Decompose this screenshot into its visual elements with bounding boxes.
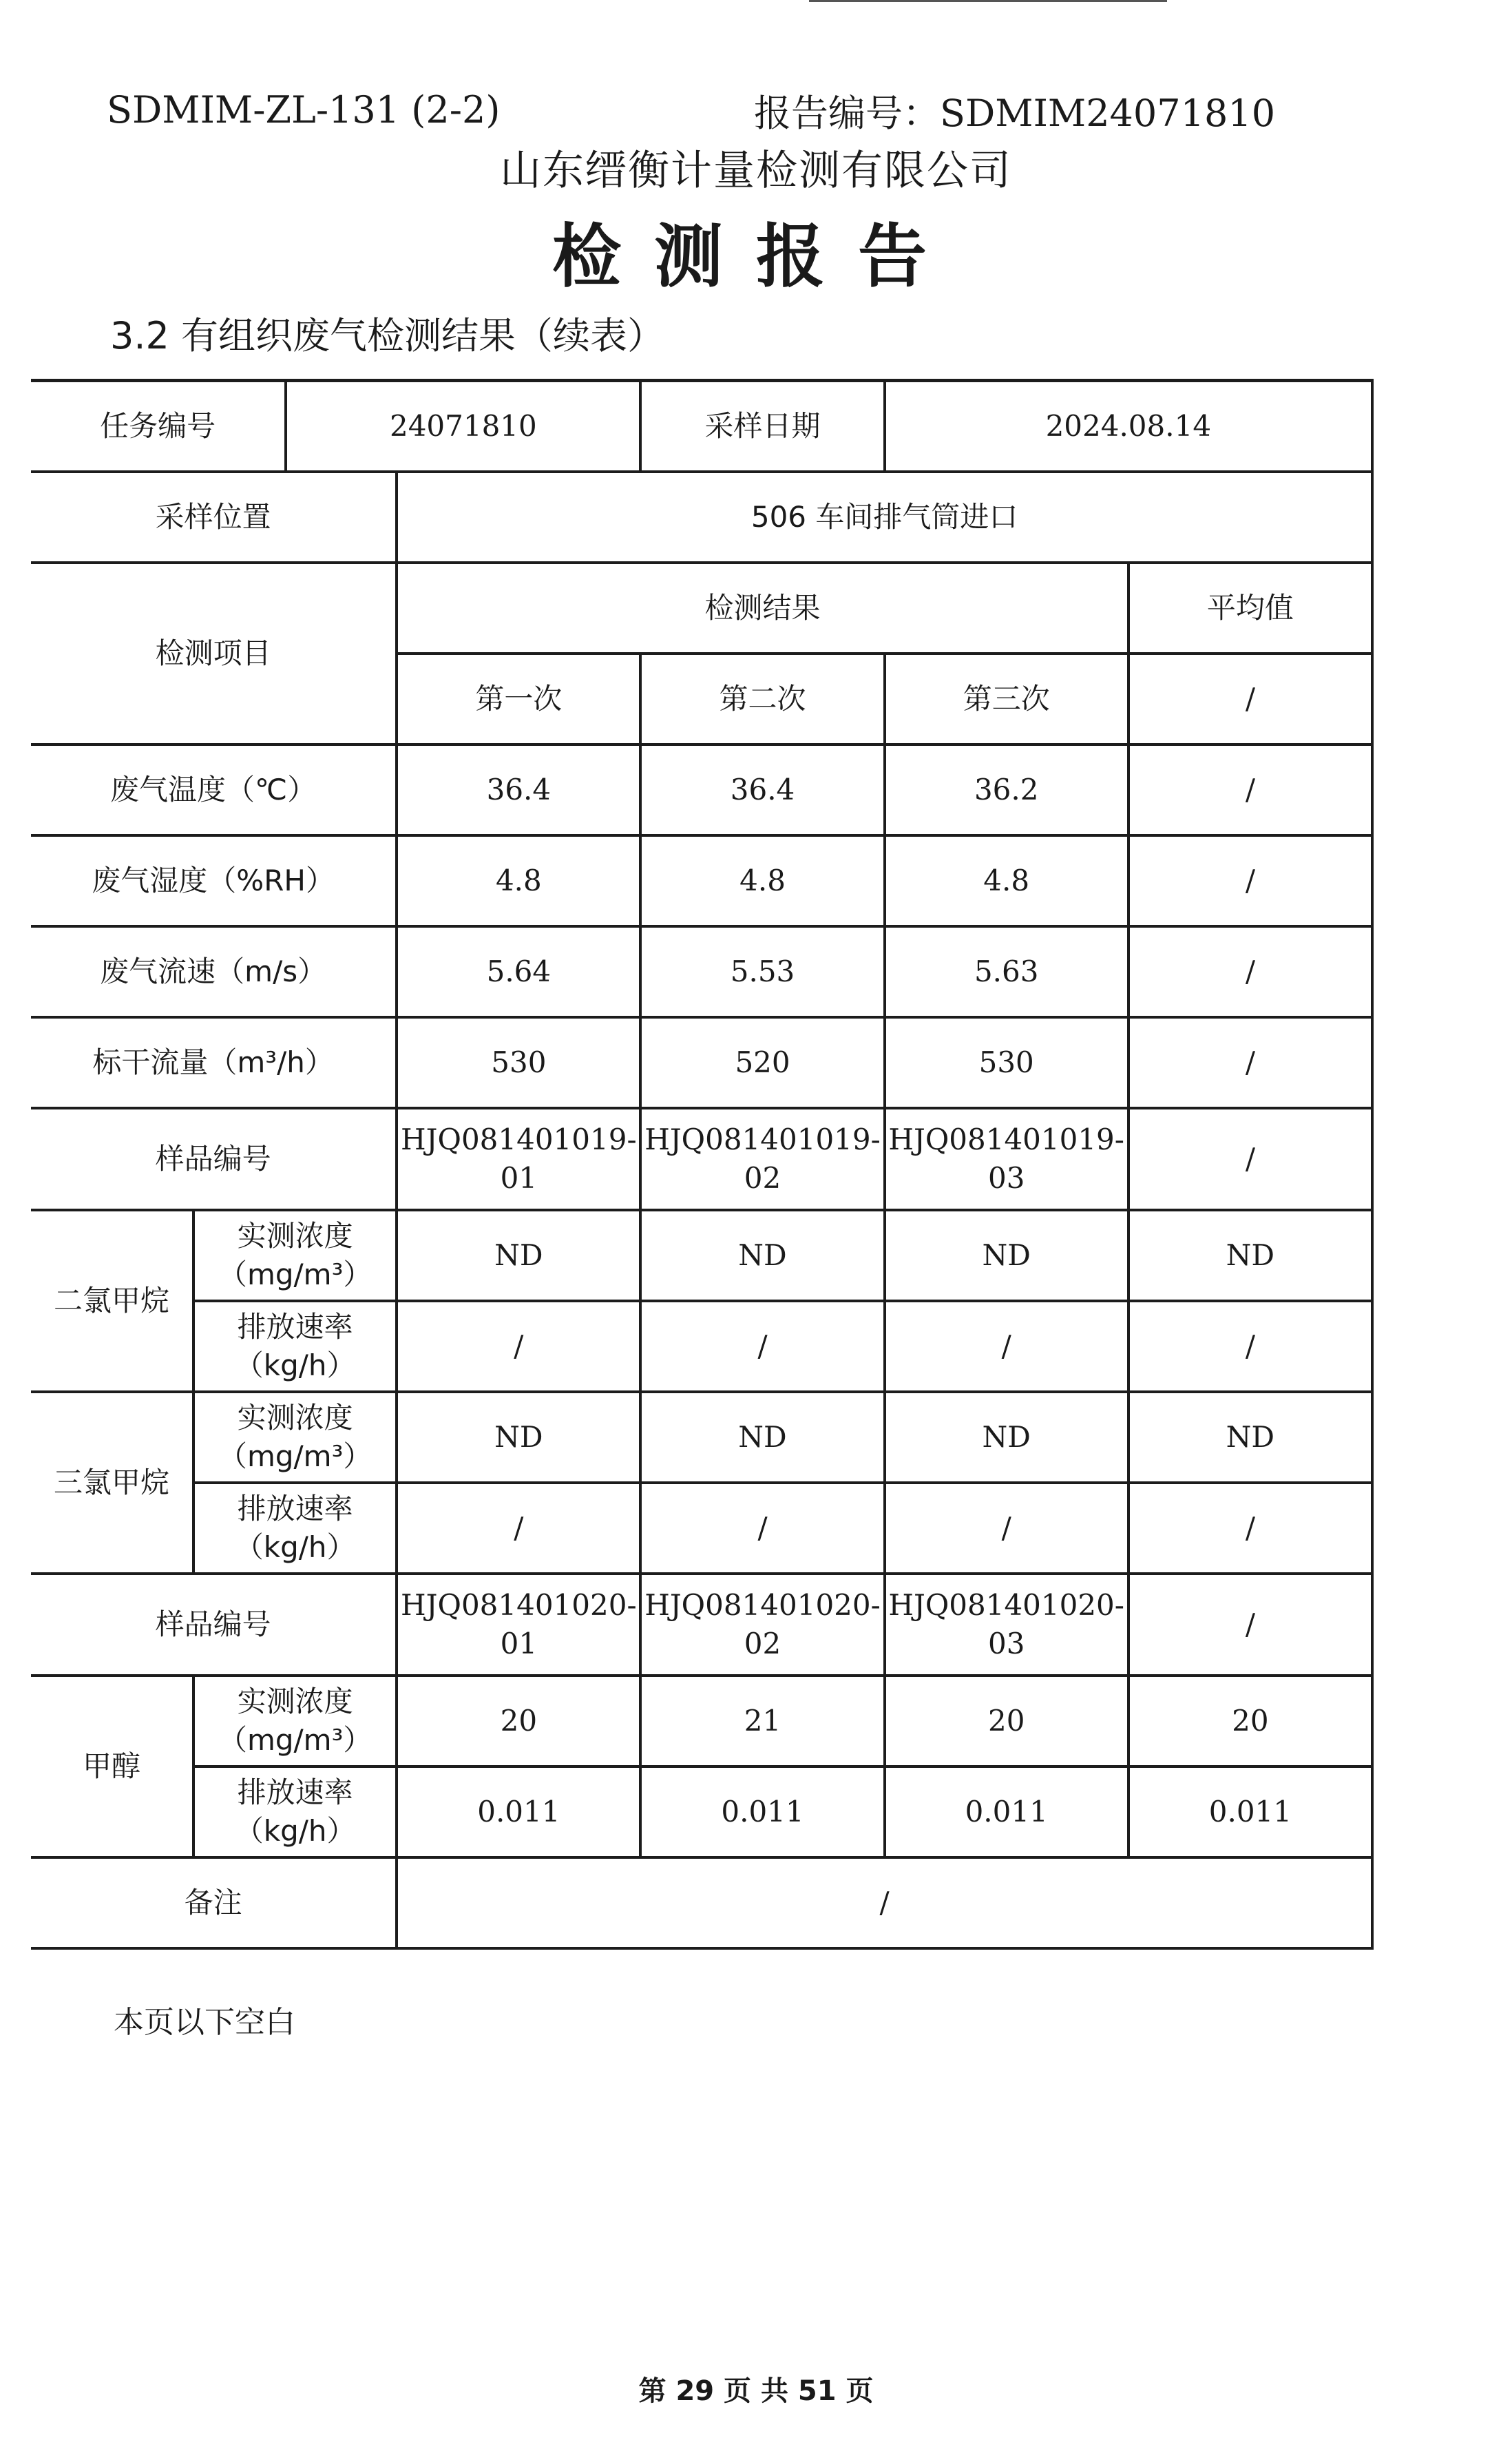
table-cell: 5.63 bbox=[885, 926, 1128, 1017]
section-heading: 3.2 有组织废气检测结果（续表） bbox=[110, 314, 665, 357]
average-run-cell: / bbox=[1128, 654, 1372, 744]
result-header-row bbox=[31, 563, 1372, 654]
sample-date-value: 2024.08.14 bbox=[885, 381, 1372, 472]
task-no-label: 任务编号 bbox=[31, 381, 286, 472]
table-cell: / bbox=[1128, 835, 1372, 926]
table-cell: 4.8 bbox=[640, 835, 884, 926]
table-cell: 20 bbox=[885, 1676, 1128, 1766]
sample-date-label: 采样日期 bbox=[640, 381, 884, 472]
page-footer: 第 29 页 共 51 页 bbox=[638, 2375, 874, 2407]
row-label: 标干流量（m³/h） bbox=[31, 1017, 397, 1108]
row-label: 废气湿度（%RH） bbox=[31, 835, 397, 926]
sample-number: HJQ081401019-01 bbox=[397, 1108, 640, 1210]
item-label: 检测项目 bbox=[31, 563, 397, 744]
table-cell: ND bbox=[885, 1210, 1128, 1301]
table-cell: 20 bbox=[1128, 1676, 1372, 1766]
table-cell: / bbox=[1128, 744, 1372, 835]
table-cell: ND bbox=[1128, 1392, 1372, 1483]
table-cell: 0.011 bbox=[397, 1766, 640, 1857]
compound-conc-row bbox=[31, 1676, 1372, 1766]
report-number: 报告编号：SDMIM24071810 bbox=[754, 92, 1276, 135]
rate-label: 排放速率（kg/h） bbox=[193, 1301, 397, 1392]
table-cell: 36.4 bbox=[397, 744, 640, 835]
table-cell: ND bbox=[640, 1392, 884, 1483]
document-code: SDMIM-ZL-131 (2-2) bbox=[107, 88, 501, 132]
table-cell: 36.4 bbox=[640, 744, 884, 835]
table-row bbox=[31, 835, 1372, 926]
result-label: 检测结果 bbox=[397, 563, 1128, 654]
row-label: 废气温度（℃） bbox=[31, 744, 397, 835]
table-cell: / bbox=[640, 1483, 884, 1574]
compound-rate-row bbox=[31, 1301, 1372, 1392]
rate-label: 排放速率（kg/h） bbox=[193, 1766, 397, 1857]
compound-conc-row bbox=[31, 1392, 1372, 1483]
table-cell: / bbox=[885, 1483, 1128, 1574]
sample-number-row bbox=[31, 1108, 1372, 1210]
task-row bbox=[31, 381, 1372, 472]
table-cell: 530 bbox=[397, 1017, 640, 1108]
sample-number: HJQ081401020-03 bbox=[885, 1574, 1128, 1676]
compound-rate-row bbox=[31, 1766, 1372, 1857]
remark-label: 备注 bbox=[31, 1857, 397, 1948]
table-cell: / bbox=[640, 1301, 884, 1392]
conc-label: 实测浓度（mg/m³） bbox=[193, 1392, 397, 1483]
table-cell: 520 bbox=[640, 1017, 884, 1108]
sample-number: / bbox=[1128, 1574, 1372, 1676]
location-value: 506 车间排气筒进口 bbox=[397, 472, 1372, 563]
sample-number-label: 样品编号 bbox=[31, 1574, 397, 1676]
table-cell: 21 bbox=[640, 1676, 884, 1766]
table-cell: / bbox=[1128, 1301, 1372, 1392]
conc-label: 实测浓度（mg/m³） bbox=[193, 1210, 397, 1301]
table-cell: 0.011 bbox=[1128, 1766, 1372, 1857]
table-cell: ND bbox=[397, 1210, 640, 1301]
table-cell: 20 bbox=[397, 1676, 640, 1766]
table-cell: 5.53 bbox=[640, 926, 884, 1017]
report-title: 检测报告 bbox=[552, 216, 960, 297]
table-row bbox=[31, 744, 1372, 835]
compound-name: 三氯甲烷 bbox=[31, 1392, 193, 1574]
sample-number-label: 样品编号 bbox=[31, 1108, 397, 1210]
table-cell: ND bbox=[1128, 1210, 1372, 1301]
remark-row bbox=[31, 1857, 1372, 1948]
table-cell: / bbox=[1128, 926, 1372, 1017]
sample-number: HJQ081401020-02 bbox=[640, 1574, 884, 1676]
run-3-label: 第三次 bbox=[885, 654, 1128, 744]
table-row bbox=[31, 1017, 1372, 1108]
table-cell: 36.2 bbox=[885, 744, 1128, 835]
sample-number: HJQ081401019-02 bbox=[640, 1108, 884, 1210]
table-cell: 5.64 bbox=[397, 926, 640, 1017]
compound-name: 二氯甲烷 bbox=[31, 1210, 193, 1392]
table-cell: 4.8 bbox=[397, 835, 640, 926]
task-no-value: 24071810 bbox=[286, 381, 640, 472]
table-row bbox=[31, 926, 1372, 1017]
average-label: 平均值 bbox=[1128, 563, 1372, 654]
compound-conc-row bbox=[31, 1210, 1372, 1301]
results-table bbox=[31, 379, 1374, 1950]
run-2-label: 第二次 bbox=[640, 654, 884, 744]
compound-rate-row bbox=[31, 1483, 1372, 1574]
sample-number: / bbox=[1128, 1108, 1372, 1210]
table-cell: / bbox=[1128, 1483, 1372, 1574]
sample-number: HJQ081401019-03 bbox=[885, 1108, 1128, 1210]
location-row bbox=[31, 472, 1372, 563]
table-cell: / bbox=[397, 1301, 640, 1392]
table-cell: ND bbox=[885, 1392, 1128, 1483]
rate-label: 排放速率（kg/h） bbox=[193, 1483, 397, 1574]
table-cell: ND bbox=[397, 1392, 640, 1483]
table-cell: 0.011 bbox=[640, 1766, 884, 1857]
sample-number: HJQ081401020-01 bbox=[397, 1574, 640, 1676]
remark-value: / bbox=[397, 1857, 1372, 1948]
company-name: 山东缙衡计量检测有限公司 bbox=[500, 147, 1012, 195]
blank-below-note: 本页以下空白 bbox=[114, 2005, 295, 2040]
run-1-label: 第一次 bbox=[397, 654, 640, 744]
row-label: 废气流速（m/s） bbox=[31, 926, 397, 1017]
table-cell: ND bbox=[640, 1210, 884, 1301]
table-cell: 0.011 bbox=[885, 1766, 1128, 1857]
table-cell: / bbox=[1128, 1017, 1372, 1108]
location-label: 采样位置 bbox=[31, 472, 397, 563]
sample-number-row bbox=[31, 1574, 1372, 1676]
table-cell: 4.8 bbox=[885, 835, 1128, 926]
compound-name: 甲醇 bbox=[31, 1676, 193, 1857]
conc-label: 实测浓度（mg/m³） bbox=[193, 1676, 397, 1766]
table-cell: 530 bbox=[885, 1017, 1128, 1108]
table-cell: / bbox=[885, 1301, 1128, 1392]
top-edge-line bbox=[809, 0, 1167, 2]
table-cell: / bbox=[397, 1483, 640, 1574]
